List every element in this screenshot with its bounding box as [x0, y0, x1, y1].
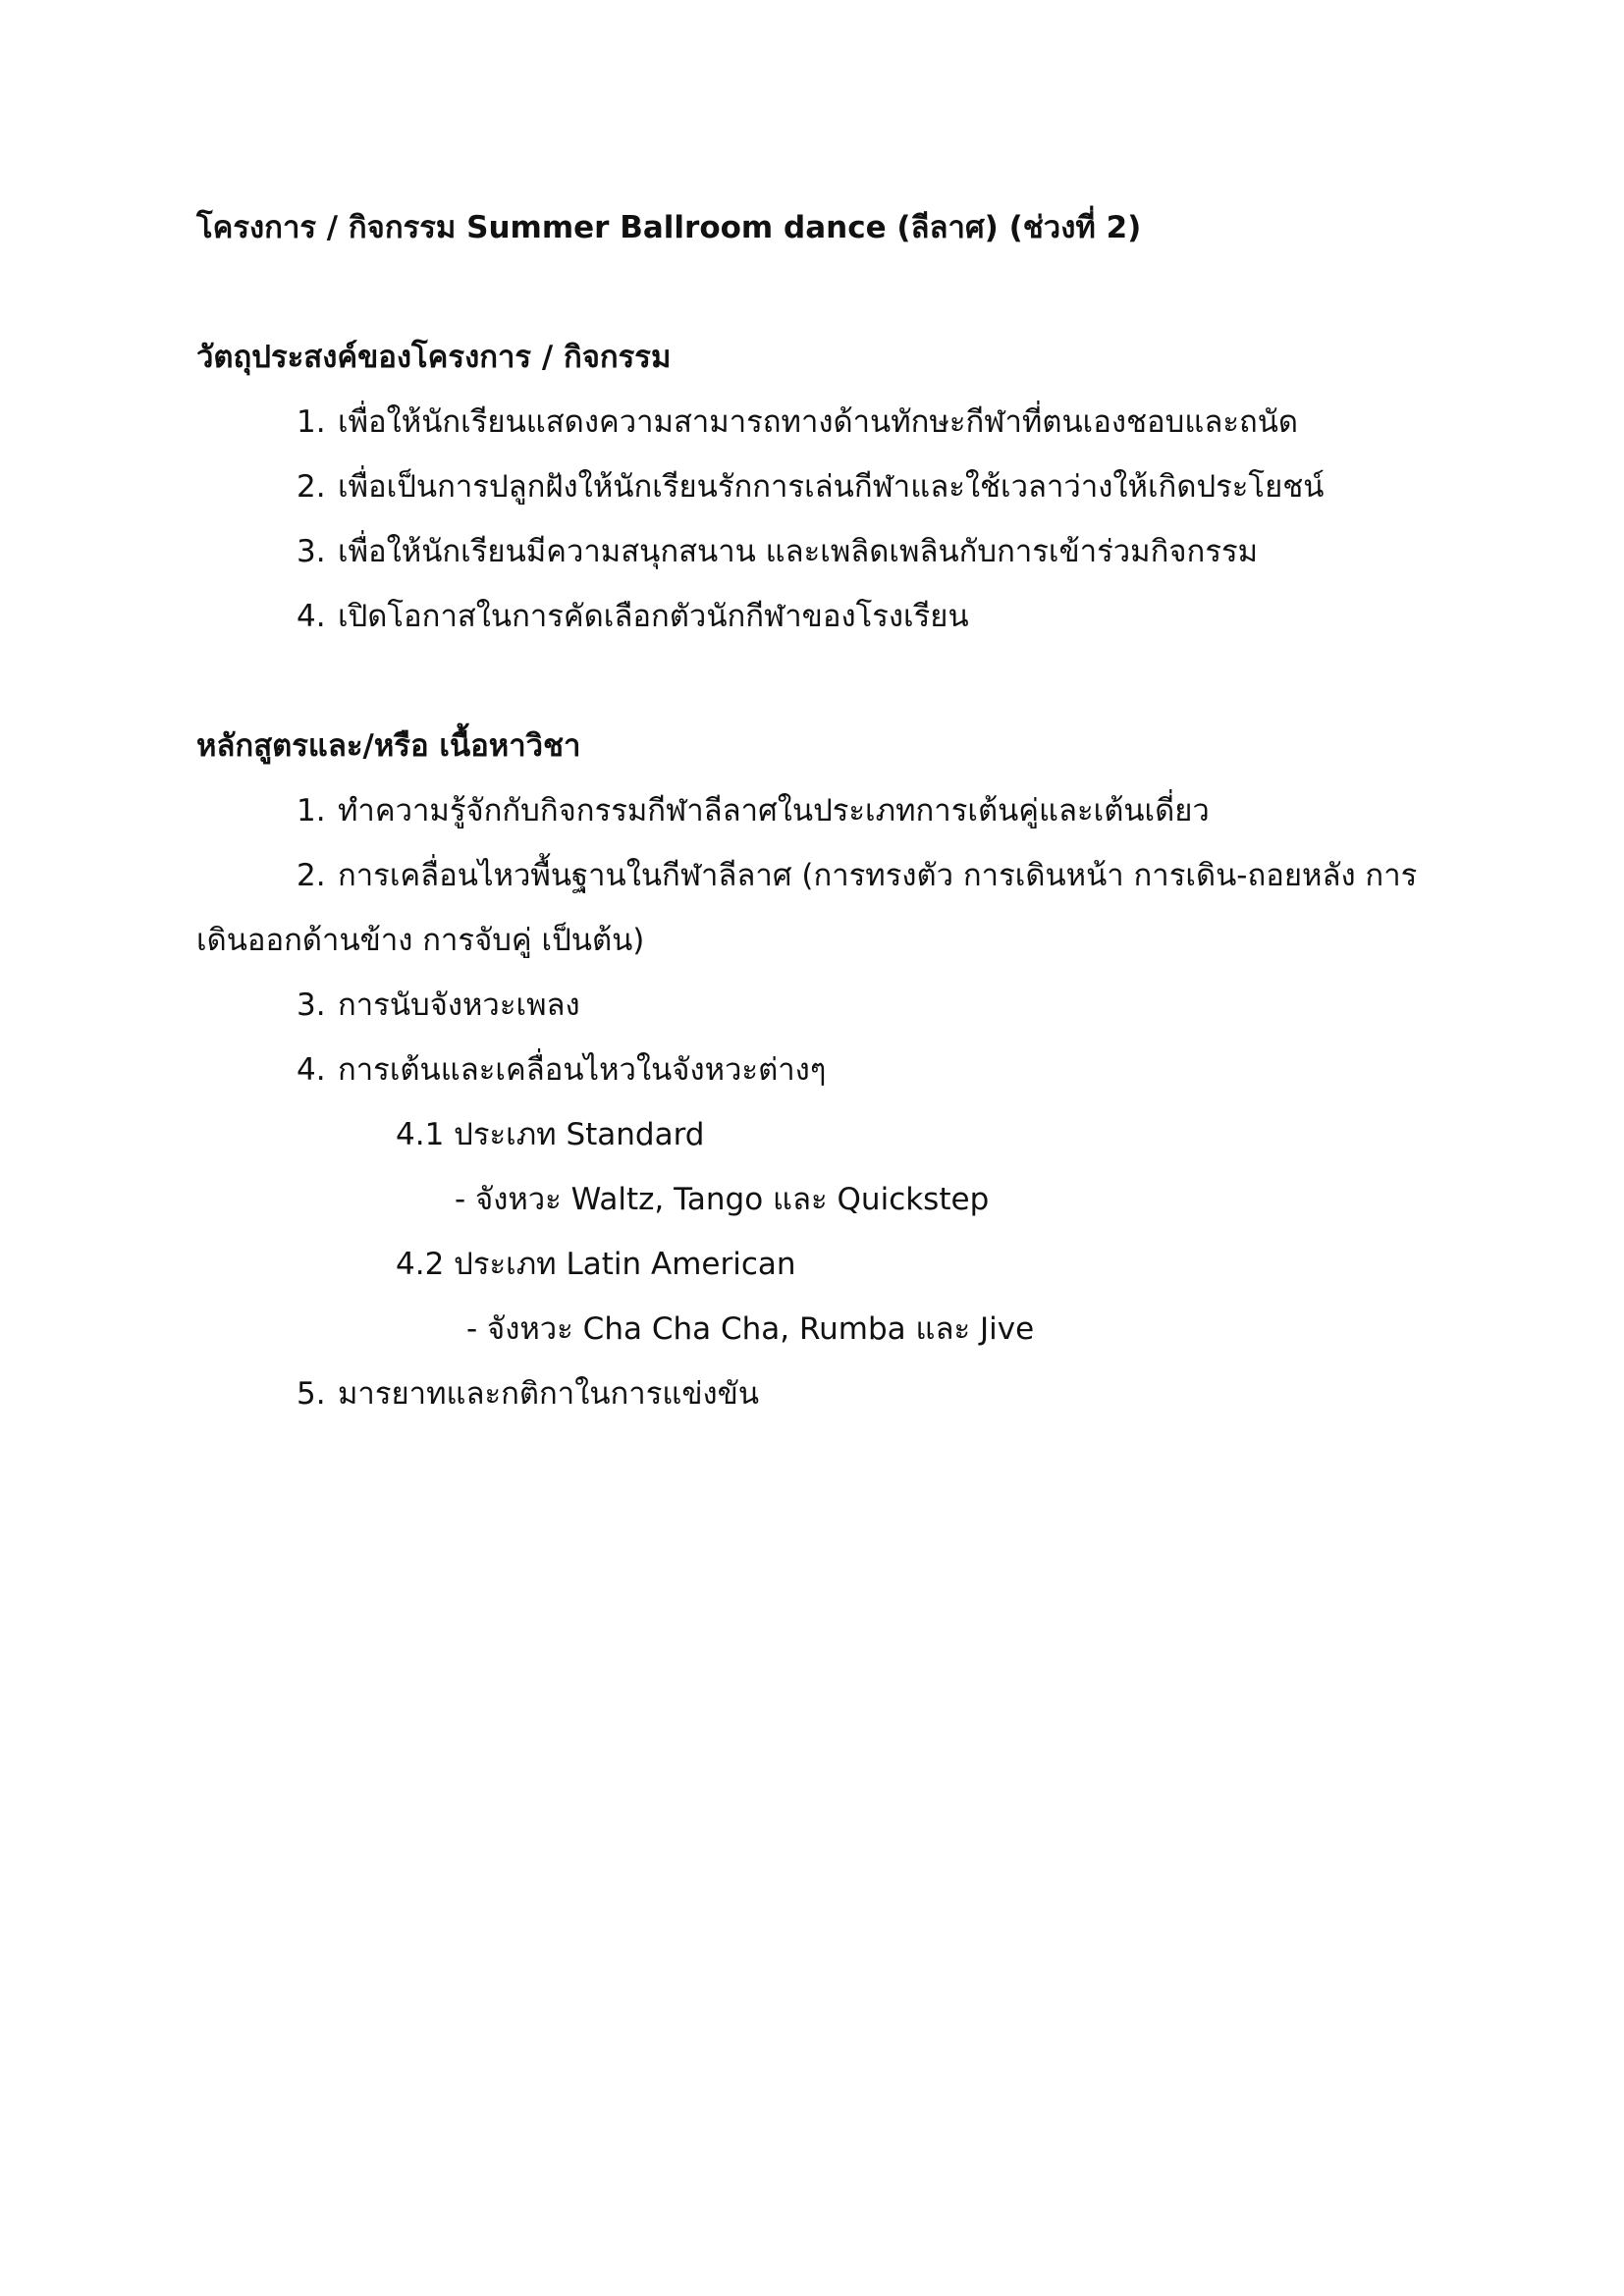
curriculum-item [297, 856, 1417, 895]
project-title: โครงการ / กิจกรรม Summer Ballroom dance (ลีลาศ) (ช่วงที่ 2) [196, 210, 1142, 245]
objective-text: เปิดโอกาสในการคัดเลือกตัวนักกีฬาของโรงเรียน [338, 599, 969, 634]
objective-text: เพื่อให้นักเรียนแสดงความสามารถทางด้านทักษะกีฬาที่ตนเองชอบและถนัด [338, 404, 1299, 440]
curriculum-number: 2. [297, 858, 326, 893]
objective-text: เพื่อให้นักเรียนมีความสนุกสนาน และเพลิดเพลินกับการเข้าร่วมกิจกรรม [338, 534, 1259, 569]
curriculum-text: การเคลื่อนไหวพื้นฐานในกีฬาลีลาศ (การทรงตัว การเดินหน้า การเดิน-ถอยหลัง การ [338, 858, 1418, 893]
curriculum-text: ทำความรู้จักกับกิจกรรมกีฬาลีลาศในประเภทการเต้นคู่และเต้นเดี่ยว [338, 793, 1210, 828]
objective-number: 3. [297, 534, 326, 569]
subitem-detail: - จังหวะ Cha Cha Cha, Rumba และ Jive [466, 1311, 1035, 1347]
curriculum-text: การเต้นและเคลื่อนไหวในจังหวะต่างๆ [338, 1052, 827, 1088]
objectives-heading: วัตถุประสงค์ของโครงการ / กิจกรรม [196, 340, 672, 375]
curriculum-number: 5. [297, 1376, 326, 1412]
objective-number: 2. [297, 469, 326, 505]
curriculum-item [297, 791, 1210, 830]
objective-item [297, 467, 1324, 507]
curriculum-item [297, 1374, 759, 1414]
subitem-label: 4.1 ประเภท Standard [396, 1117, 705, 1152]
curriculum-item [297, 1050, 826, 1090]
objective-item [297, 402, 1298, 442]
curriculum-item-continuation: เดินออกด้านข้าง การจับคู่ เป็นต้น) [196, 923, 645, 958]
objective-item [297, 597, 969, 636]
subitem-detail: - จังหวะ Waltz, Tango และ Quickstep [455, 1182, 990, 1217]
objective-text: เพื่อเป็นการปลูกฝังให้นักเรียนรักการเล่นกีฬาและใช้เวลาว่างให้เกิดประโยชน์ [338, 469, 1325, 505]
objective-item [297, 532, 1258, 571]
subitem-label: 4.2 ประเภท Latin American [396, 1247, 796, 1282]
curriculum-text: มารยาทและกติกาในการแข่งขัน [338, 1376, 760, 1412]
curriculum-text: การนับจังหวะเพลง [338, 988, 580, 1023]
curriculum-number: 1. [297, 793, 326, 828]
curriculum-item [297, 986, 580, 1025]
objective-number: 1. [297, 404, 326, 440]
curriculum-heading: หลักสูตรและ/หรือ เนื้อหาวิชา [196, 728, 581, 764]
curriculum-number: 4. [297, 1052, 326, 1088]
objective-number: 4. [297, 599, 326, 634]
curriculum-number: 3. [297, 988, 326, 1023]
